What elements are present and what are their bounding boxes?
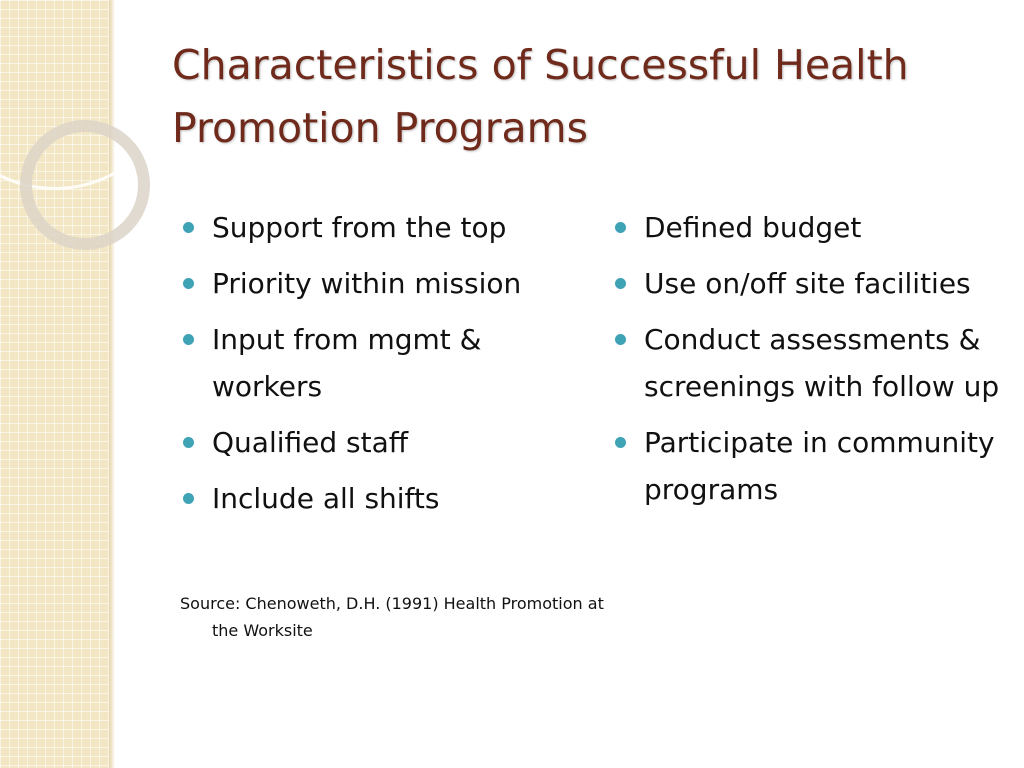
bullet-dot-icon bbox=[615, 278, 626, 289]
list-item bbox=[180, 260, 600, 307]
list-item bbox=[180, 204, 600, 251]
bullet-dot-icon bbox=[183, 334, 194, 345]
bullet-text: Participate in community programs bbox=[644, 426, 995, 506]
bullet-dot-icon bbox=[183, 493, 194, 504]
bullet-text: Priority within mission bbox=[212, 267, 522, 300]
list-item bbox=[180, 475, 600, 522]
bullet-dot-icon bbox=[183, 278, 194, 289]
list-item bbox=[180, 419, 600, 466]
decorative-ring-small bbox=[20, 120, 150, 250]
list-item bbox=[612, 260, 1012, 307]
bullet-dot-icon bbox=[615, 437, 626, 448]
bullet-text: Include all shifts bbox=[212, 482, 440, 515]
slide-title-line-1: Characteristics of Successful Health bbox=[172, 41, 909, 89]
bullet-dot-icon bbox=[615, 334, 626, 345]
bullet-text: Conduct assessments & screenings with follow up bbox=[644, 323, 1000, 403]
bullet-text: Defined budget bbox=[644, 211, 862, 244]
list-item bbox=[612, 419, 1012, 513]
list-item bbox=[612, 316, 1012, 410]
bullet-dot-icon bbox=[615, 222, 626, 233]
bullet-text: Support from the top bbox=[212, 211, 507, 244]
bullet-dot-icon bbox=[183, 222, 194, 233]
bullet-text: Use on/off site facilities bbox=[644, 267, 971, 300]
source-citation: Source: Chenoweth, D.H. (1991) Health Promotion at the Worksite bbox=[180, 594, 604, 640]
left-bullet-list bbox=[180, 204, 600, 531]
slide-title bbox=[172, 34, 1012, 160]
list-item bbox=[612, 204, 1012, 251]
bullet-dot-icon bbox=[183, 437, 194, 448]
right-bullet-list bbox=[612, 204, 1012, 522]
bullet-text: Qualified staff bbox=[212, 426, 409, 459]
bullet-text: Input from mgmt & workers bbox=[212, 323, 482, 403]
list-item bbox=[180, 316, 600, 410]
slide-title-line-2: Promotion Programs bbox=[172, 104, 588, 152]
